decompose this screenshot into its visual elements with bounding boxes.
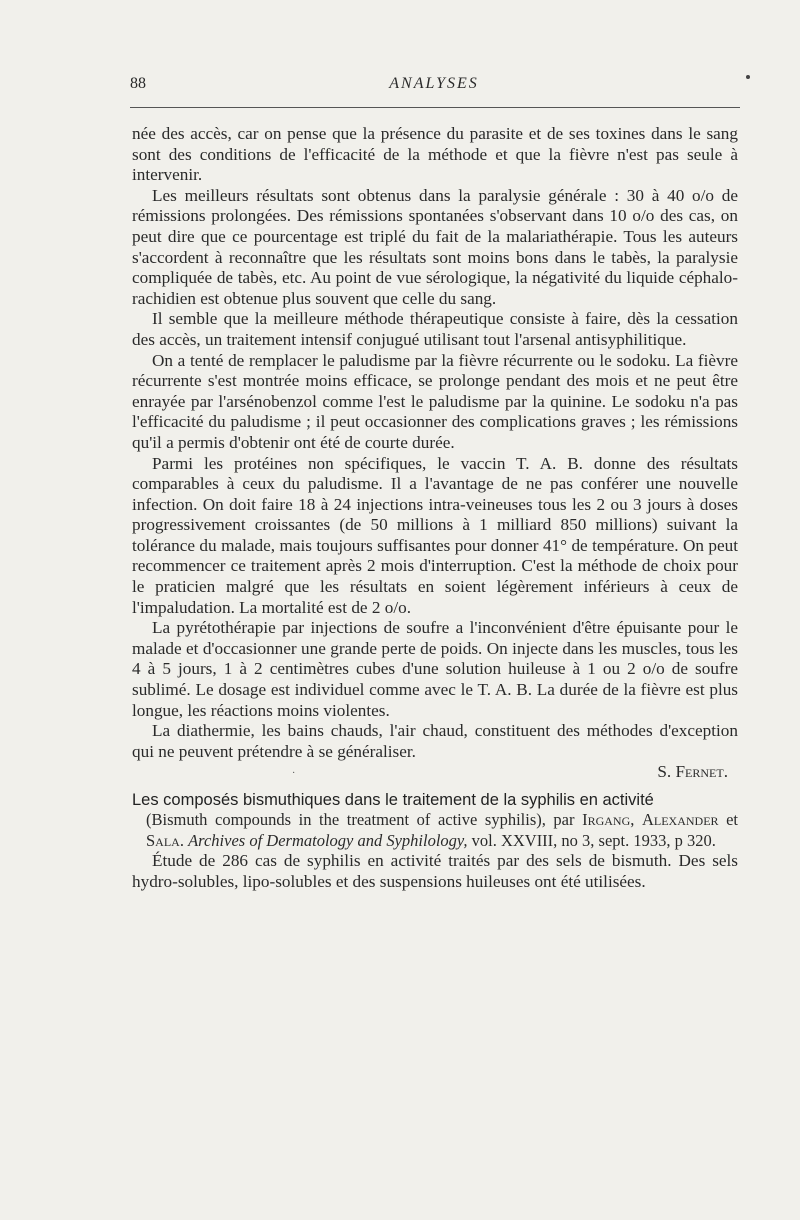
author: Sala. — [146, 830, 184, 850]
page-number: 88 — [130, 75, 146, 92]
signature: S. Fernet. — [657, 762, 728, 782]
header-rule — [130, 107, 740, 108]
paragraph: On a tenté de remplacer le paludisme par la fièvre récurrente ou le sodoku. La fièvre récurrente s'est montrée moins efficace, se prolonge pendant des mois et ne peut être enrayée par l'arsénobenzol comme l'est le paludisme par la quinine. Le sodoku n'a pas l'efficacité du paludisme ; il peut occasionner des complications graves ; les rémissions qu'il a permis d'obtenir ont été de courte durée. — [132, 350, 738, 452]
body-text — [132, 124, 738, 893]
author: Irgang, — [582, 810, 635, 830]
paragraph: La pyrétothérapie par injections de soufre a l'inconvénient d'être épuisante pour le malade et d'occasionner une grande perte de poids. On injecte dans les muscles, tous les 4 à 5 jours, 1 à 2 centimètres cubes d'une solution huileuse à 1 ou 2 o/o de soufre sublimé. Le dosage est individuel comme avec le T. A. B. La durée de la fièvre est plus longue, les réactions moins violentes. — [132, 618, 738, 720]
paragraph: La diathermie, les bains chauds, l'air chaud, constituent des méthodes d'exception qui ne peuvent prétendre à se généraliser. — [132, 721, 738, 761]
subtitle-prefix: (Bismuth compounds in the treatment of active syphilis), par — [146, 810, 575, 830]
article-body: Étude de 286 cas de syphilis en activité traités par des sels de bismuth. Des sels hydro-solubles, lipo-solubles et des suspensions huileuses ont été utilisées. — [132, 851, 738, 891]
citation-details: vol. XXVIII, no 3, sept. 1933, p 320. — [471, 830, 716, 850]
article-citation — [132, 810, 738, 851]
paragraph: Parmi les protéines non spécifiques, le vaccin T. A. B. donne des résultats comparables à ceux du paludisme. Il a l'avantage de ne pas conférer une nouvelle infection. On doit faire 18 à 24 injections intra-veineuses tous les 2 ou 3 jours à doses progressivement croissantes (de 50 millions à 1 milliard 850 millions) suivant la tolérance du malade, mais toujours suffisantes pour donner 41° de température. On peut recommencer ce traitement après 2 mois d'interruption. C'est la méthode de choix pour le praticien malgré que les résultats en soient légèrement inférieurs à ceux de l'impaludation. La mortalité est de 2 o/o. — [132, 453, 738, 617]
signature-line — [132, 762, 738, 784]
journal-name: Archives of Dermatology and Syphilology, — [188, 830, 468, 850]
author: Alexander — [641, 810, 719, 830]
article-title: Les composés bismuthiques dans le traitement de la syphilis en activité — [132, 791, 654, 810]
paragraph: Il semble que la meilleure méthode thérapeutique consiste à faire, dès la cessation des accès, un traitement intensif conjugué utilisant tout l'arsenal antisyphilitique. — [132, 309, 738, 349]
ink-dot — [746, 75, 750, 79]
running-title: ANALYSES — [389, 75, 479, 92]
stray-mark: · — [292, 768, 296, 780]
page — [128, 72, 740, 891]
paragraph: Les meilleurs résultats sont obtenus dans la paralysie générale : 30 à 40 o/o de rémissions prolongées. Des rémissions spontanées s'observant dans 10 o/o des cas, on peut dire que ce pourcentage est triplé du fait de la malariathérapie. Tous les auteurs s'accordent à reconnaître que les résultats sont moins bons dans le tabès, la paralysie compliquée de tabès, etc. Au point de vue sérologique, la négativité du liquide céphalo-rachidien est obtenue plus souvent que celle du sang. — [132, 185, 738, 308]
paragraph: née des accès, car on pense que la présence du parasite et de ses toxines dans le sang sont des conditions de l'efficacité de la méthode et que la fièvre n'est pas seule à intervenir. — [132, 124, 738, 185]
page-header — [128, 72, 740, 98]
conjunction: et — [726, 810, 739, 830]
